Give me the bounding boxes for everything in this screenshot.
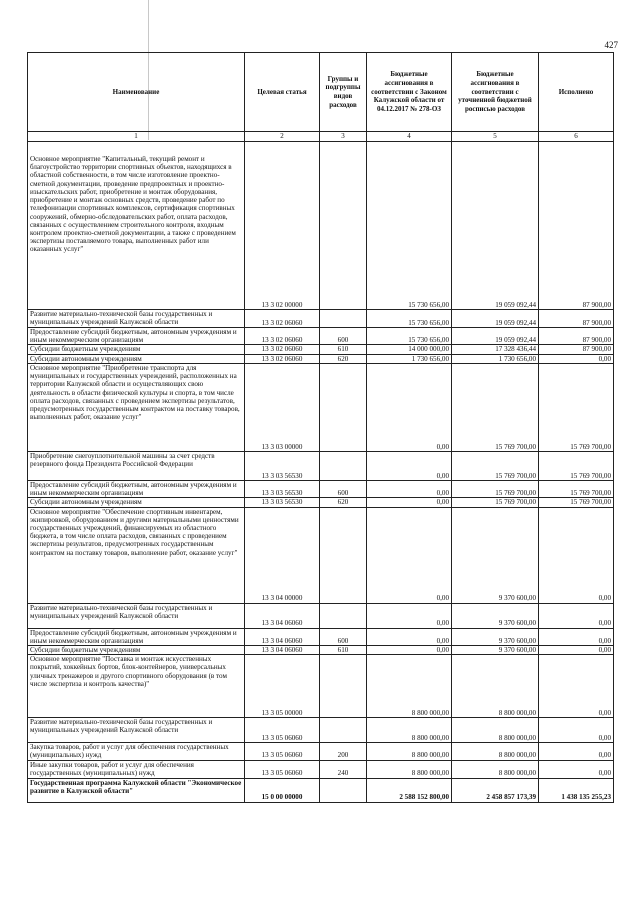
table-row	[28, 655, 614, 718]
header-executed: Исполнено	[539, 53, 614, 132]
cell-target-article: 13 3 04 06060	[245, 603, 320, 628]
table-row	[28, 451, 614, 480]
cell-law-allocation: 14 000 000,00	[367, 345, 452, 354]
table-row	[28, 778, 614, 802]
cell-refined-allocation: 8 800 000,00	[452, 760, 539, 778]
cell-name: Предоставление субсидий бюджетным, автономным учреждениям и иным некоммерческим организациям	[28, 480, 245, 497]
cell-name: Иные закупки товаров, работ и услуг для обеспечения государственных (муниципальных) нужд	[28, 760, 245, 778]
cell-refined-allocation: 19 059 092,44	[452, 310, 539, 328]
table-header-row	[28, 53, 614, 132]
cell-expense-group	[320, 603, 367, 628]
table-row	[28, 345, 614, 354]
cell-law-allocation: 15 730 656,00	[367, 310, 452, 328]
table-row	[28, 718, 614, 743]
column-number: 6	[539, 132, 614, 142]
cell-refined-allocation: 9 370 600,00	[452, 645, 539, 654]
page-number: 427	[604, 40, 618, 50]
cell-law-allocation: 8 800 000,00	[367, 718, 452, 743]
column-number: 1	[28, 132, 245, 142]
cell-executed: 15 769 700,00	[539, 451, 614, 480]
cell-name: Субсидии бюджетным учреждениям	[28, 645, 245, 654]
cell-expense-group: 240	[320, 760, 367, 778]
cell-expense-group: 610	[320, 645, 367, 654]
cell-executed: 15 769 700,00	[539, 480, 614, 497]
cell-law-allocation: 0,00	[367, 451, 452, 480]
cell-target-article: 13 3 02 06060	[245, 345, 320, 354]
table-row	[28, 628, 614, 645]
cell-name: Предоставление субсидий бюджетным, автономным учреждениям и иным некоммерческим организациям	[28, 328, 245, 345]
cell-executed: 0,00	[539, 655, 614, 718]
cell-name: Предоставление субсидий бюджетным, автономным учреждениям и иным некоммерческим организациям	[28, 628, 245, 645]
cell-expense-group: 200	[320, 743, 367, 760]
header-expense-groups: Группы и подгруппы видов расходов	[320, 53, 367, 132]
cell-expense-group: 610	[320, 345, 367, 354]
cell-refined-allocation: 15 769 700,00	[452, 498, 539, 507]
cell-name: Развитие материально-технической базы государственных и муниципальных учреждений Калужской области	[28, 718, 245, 743]
table-row	[28, 480, 614, 497]
table-row	[28, 310, 614, 328]
cell-executed: 1 438 135 255,23	[539, 778, 614, 802]
cell-target-article: 13 3 04 06060	[245, 645, 320, 654]
cell-executed: 0,00	[539, 760, 614, 778]
header-target-article: Целевая статья	[245, 53, 320, 132]
cell-refined-allocation: 2 458 857 173,39	[452, 778, 539, 802]
cell-executed: 87 900,00	[539, 142, 614, 310]
cell-law-allocation: 0,00	[367, 628, 452, 645]
cell-law-allocation: 1 730 656,00	[367, 354, 452, 363]
cell-refined-allocation: 8 800 000,00	[452, 655, 539, 718]
table-row	[28, 328, 614, 345]
cell-executed: 0,00	[539, 718, 614, 743]
column-number: 4	[367, 132, 452, 142]
cell-expense-group	[320, 451, 367, 480]
cell-expense-group: 620	[320, 498, 367, 507]
cell-target-article: 13 3 02 00000	[245, 142, 320, 310]
header-name: Наименование	[28, 53, 245, 132]
cell-executed: 0,00	[539, 507, 614, 603]
table-row	[28, 645, 614, 654]
cell-refined-allocation: 19 059 092,44	[452, 328, 539, 345]
cell-refined-allocation: 17 328 436,44	[452, 345, 539, 354]
table-row	[28, 760, 614, 778]
table-row	[28, 498, 614, 507]
cell-refined-allocation: 15 769 700,00	[452, 363, 539, 451]
cell-law-allocation: 0,00	[367, 363, 452, 451]
cell-expense-group	[320, 310, 367, 328]
header-refined-allocations: Бюджетные ассигнования в соответствии с уточненной бюджетной росписью расходов	[452, 53, 539, 132]
column-number: 2	[245, 132, 320, 142]
cell-name: Приобретение снегоуплотнительной машины за счет средств резервного фонда Президента Российской Федерации	[28, 451, 245, 480]
cell-expense-group	[320, 778, 367, 802]
cell-executed: 0,00	[539, 603, 614, 628]
cell-expense-group	[320, 507, 367, 603]
table-row	[28, 743, 614, 760]
cell-expense-group	[320, 363, 367, 451]
cell-target-article: 13 3 03 56530	[245, 451, 320, 480]
cell-refined-allocation: 9 370 600,00	[452, 628, 539, 645]
cell-law-allocation: 0,00	[367, 603, 452, 628]
cell-executed: 0,00	[539, 645, 614, 654]
cell-executed: 87 900,00	[539, 328, 614, 345]
cell-target-article: 13 3 04 00000	[245, 507, 320, 603]
cell-refined-allocation: 9 370 600,00	[452, 603, 539, 628]
cell-law-allocation: 8 800 000,00	[367, 760, 452, 778]
cell-executed: 0,00	[539, 743, 614, 760]
cell-expense-group: 600	[320, 328, 367, 345]
cell-law-allocation: 2 588 152 800,00	[367, 778, 452, 802]
cell-executed: 15 769 700,00	[539, 363, 614, 451]
cell-target-article: 13 3 05 06060	[245, 743, 320, 760]
cell-refined-allocation: 19 059 092,44	[452, 142, 539, 310]
cell-expense-group: 600	[320, 628, 367, 645]
cell-target-article: 13 3 03 56530	[245, 480, 320, 497]
cell-law-allocation: 8 800 000,00	[367, 743, 452, 760]
cell-name: Субсидии автономным учреждениям	[28, 354, 245, 363]
cell-name: Основное мероприятие "Приобретение транспорта для муниципальных и государственных учреждений, расположенных на территории Калужской области и осуществляющих свою деятельность в области физической культуры и спорта, в том числе оплата расходов, связанных с проведением экспертизы результатов, предусмотренных государственным контрактом на поставку товаров, выполненных работ, оказание услуг"	[28, 363, 245, 451]
table-row	[28, 603, 614, 628]
cell-executed: 0,00	[539, 354, 614, 363]
cell-refined-allocation: 15 769 700,00	[452, 480, 539, 497]
cell-executed: 15 769 700,00	[539, 498, 614, 507]
cell-expense-group	[320, 142, 367, 310]
cell-name: Государственная программа Калужской области "Экономическое развитие в Калужской области"	[28, 778, 245, 802]
header-law-allocations: Бюджетные ассигнования в соответствии с Законом Калужской области от 04.12.2017 № 278-ОЗ	[367, 53, 452, 132]
column-number-row	[28, 132, 614, 142]
cell-name: Закупка товаров, работ и услуг для обеспечения государственных (муниципальных) нужд	[28, 743, 245, 760]
cell-expense-group	[320, 655, 367, 718]
cell-law-allocation: 0,00	[367, 645, 452, 654]
table-row	[28, 363, 614, 451]
cell-name: Основное мероприятие "Обеспечение спортивным инвентарем, экипировкой, оборудованием и другими материальными ценностями государственных учреждений, финансируемых из областного бюджета, в том числе оплата расходов, связанных с проведением экспертизы результатов, предусмотренных государственным контрактом на поставку товаров, выполнение работ, оказание услуг"	[28, 507, 245, 603]
cell-expense-group: 620	[320, 354, 367, 363]
cell-name: Развитие материально-технической базы государственных и муниципальных учреждений Калужской области	[28, 603, 245, 628]
table-body	[28, 142, 614, 803]
cell-target-article: 13 3 02 06060	[245, 310, 320, 328]
cell-target-article: 13 3 02 06060	[245, 354, 320, 363]
column-number: 3	[320, 132, 367, 142]
cell-expense-group: 600	[320, 480, 367, 497]
cell-expense-group	[320, 718, 367, 743]
cell-target-article: 13 3 02 06060	[245, 328, 320, 345]
cell-law-allocation: 0,00	[367, 480, 452, 497]
cell-target-article: 13 3 03 00000	[245, 363, 320, 451]
cell-executed: 0,00	[539, 628, 614, 645]
cell-refined-allocation: 8 800 000,00	[452, 718, 539, 743]
cell-law-allocation: 15 730 656,00	[367, 328, 452, 345]
cell-name: Субсидии автономным учреждениям	[28, 498, 245, 507]
cell-law-allocation: 0,00	[367, 507, 452, 603]
cell-name: Субсидии бюджетным учреждениям	[28, 345, 245, 354]
cell-target-article: 13 3 05 06060	[245, 718, 320, 743]
budget-table	[27, 52, 614, 803]
cell-target-article: 15 0 00 00000	[245, 778, 320, 802]
cell-refined-allocation: 8 800 000,00	[452, 743, 539, 760]
cell-law-allocation: 0,00	[367, 498, 452, 507]
cell-refined-allocation: 9 370 600,00	[452, 507, 539, 603]
cell-name: Развитие материально-технической базы государственных и муниципальных учреждений Калужской области	[28, 310, 245, 328]
table-row	[28, 507, 614, 603]
cell-target-article: 13 3 05 06060	[245, 760, 320, 778]
cell-name: Основное мероприятие "Капитальный, текущий ремонт и благоустройство территории спортивных объектов, находящихся в областной собственности, в том числе изготовление проектно-сметной документации, проведение предпроектных и проектно-изыскательских работ, приобретение и монтаж оборудования, приобретение и монтаж основных средств, проведение работ по телефонизации спортивных комплексов, сертификация спортивных сооружений, обмерно-обследовательских работ, оплата расходов, связанных с осуществлением строительного контроля, входным контролем проектно-сметной документации, а также с проведением экспертизы поставляемого товара, выполненных работ или оказанных услуг"	[28, 142, 245, 310]
cell-law-allocation: 8 800 000,00	[367, 655, 452, 718]
cell-refined-allocation: 15 769 700,00	[452, 451, 539, 480]
cell-target-article: 13 3 04 06060	[245, 628, 320, 645]
cell-target-article: 13 3 03 56530	[245, 498, 320, 507]
cell-target-article: 13 3 05 00000	[245, 655, 320, 718]
column-number: 5	[452, 132, 539, 142]
table-row	[28, 354, 614, 363]
cell-name: Основное мероприятие "Поставка и монтаж искусственных покрытий, хоккейных бортов, блок-контейнеров, универсальных уличных тренажеров и другого спортивного оборудования (в том числе экспертиза и контроль качества)"	[28, 655, 245, 718]
cell-law-allocation: 15 730 656,00	[367, 142, 452, 310]
cell-executed: 87 900,00	[539, 345, 614, 354]
cell-refined-allocation: 1 730 656,00	[452, 354, 539, 363]
table-row	[28, 142, 614, 310]
cell-executed: 87 900,00	[539, 310, 614, 328]
